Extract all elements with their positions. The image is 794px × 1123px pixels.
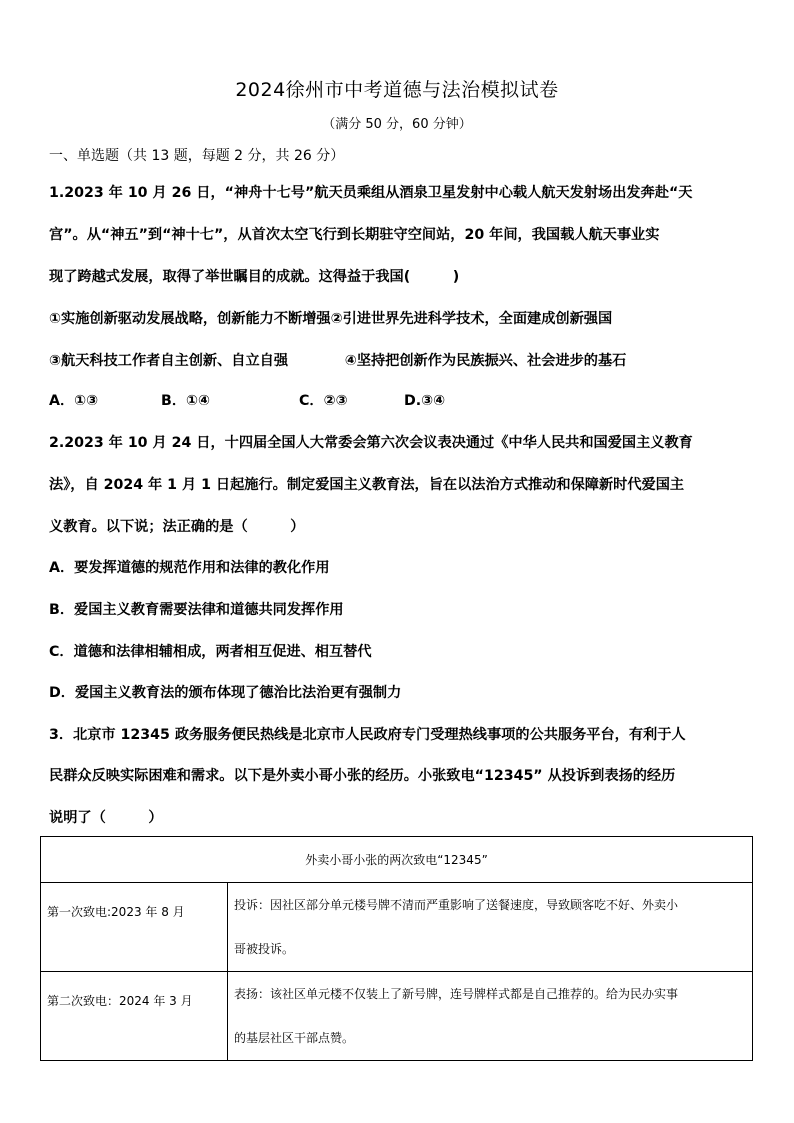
table-row-content (228, 972, 753, 1061)
table-row-label: 第一次致电:2023 年 8 月 (41, 883, 228, 972)
q1-statement: ①实施创新驱动发展战略，创新能力不断增强②引进世界先进科学技术，全面建成创新强国 (49, 311, 613, 327)
q3-stem-line: 3．北京市 12345 政务服务便民热线是北京市人民政府专门受理热线事项的公共服务平台，有利于人 (49, 727, 686, 743)
q1-stem-line: 现了跨越式发展，取得了举世瞩目的成就。这得益于我国( ) (49, 269, 460, 285)
q3-stem-line: 民群众反映实际困难和需求。以下是外卖小哥小张的经历。小张致电“12345” 从投诉到表扬的经历 (49, 768, 676, 784)
q1-option-d[interactable]: D.③④ (404, 393, 446, 409)
page-title: 2024徐州市中考道德与法治模拟试卷 (235, 79, 559, 101)
table-row-content (228, 883, 753, 972)
q2-option-a[interactable]: A．要发挥道德的规范作用和法律的教化作用 (49, 560, 330, 576)
page-subtitle: （满分 50 分，60 分钟） (322, 117, 472, 132)
q1-option-c[interactable]: C．②③ (299, 393, 348, 409)
q2-stem-line: 2.2023 年 10 月 24 日，十四届全国人大常委会第六次会议表决通过《中华人民共和国爱国主义教育 (49, 435, 693, 451)
q2-stem-line: 义教育。以下说；法正确的是（ ） (49, 519, 305, 535)
table-row-text: 表扬：该社区单元楼不仅装上了新号牌，连号牌样式都是自己推荐的。给为民办实事 (234, 987, 679, 1001)
table-row-text: 哥被投诉。 (234, 942, 295, 956)
q3-info-table (40, 836, 753, 1061)
q1-statement: ③航天科技工作者自主创新、自立自强 ④坚持把创新作为民族振兴、社会进步的基石 (49, 353, 627, 369)
q1-options (49, 390, 445, 410)
q1-stem-line: 宫”。从“神五”到“神十七”，从首次太空飞行到长期驻守空间站，20 年间，我国载人航天事业实 (49, 227, 660, 243)
q3-stem-line: 说明了（ ） (49, 810, 163, 826)
q1-option-b[interactable]: B．①④ (161, 393, 211, 409)
q2-option-b[interactable]: B．爱国主义教育需要法律和道德共同发挥作用 (49, 602, 344, 618)
q1-option-a[interactable]: A．①③ (49, 393, 99, 409)
section-heading: 一、单选题（共 13 题，每题 2 分，共 26 分） (49, 148, 345, 164)
q1-stem-line: 1.2023 年 10 月 26 日，“神舟十七号”航天员乘组从酒泉卫星发射中心载人航天发射场出发奔赴“天 (49, 185, 693, 201)
table-row-text: 投诉：因社区部分单元楼号牌不清而严重影响了送餐速度，导致顾客吃不好、外卖小 (234, 898, 679, 912)
q2-stem-line: 法》，自 2024 年 1 月 1 日起施行。制定爱国主义教育法，旨在以法治方式推动和保障新时代爱国主 (49, 477, 685, 493)
table-row-text: 的基层社区干部点赞。 (234, 1031, 355, 1045)
table-row-label: 第二次致电：2024 年 3 月 (41, 972, 228, 1061)
q2-option-d[interactable]: D．爱国主义教育法的颁布体现了德治比法治更有强制力 (49, 685, 402, 701)
table-title: 外卖小哥小张的两次致电“12345” (41, 837, 753, 883)
q2-option-c[interactable]: C．道德和法律相辅相成，两者相互促进、相互替代 (49, 644, 372, 660)
